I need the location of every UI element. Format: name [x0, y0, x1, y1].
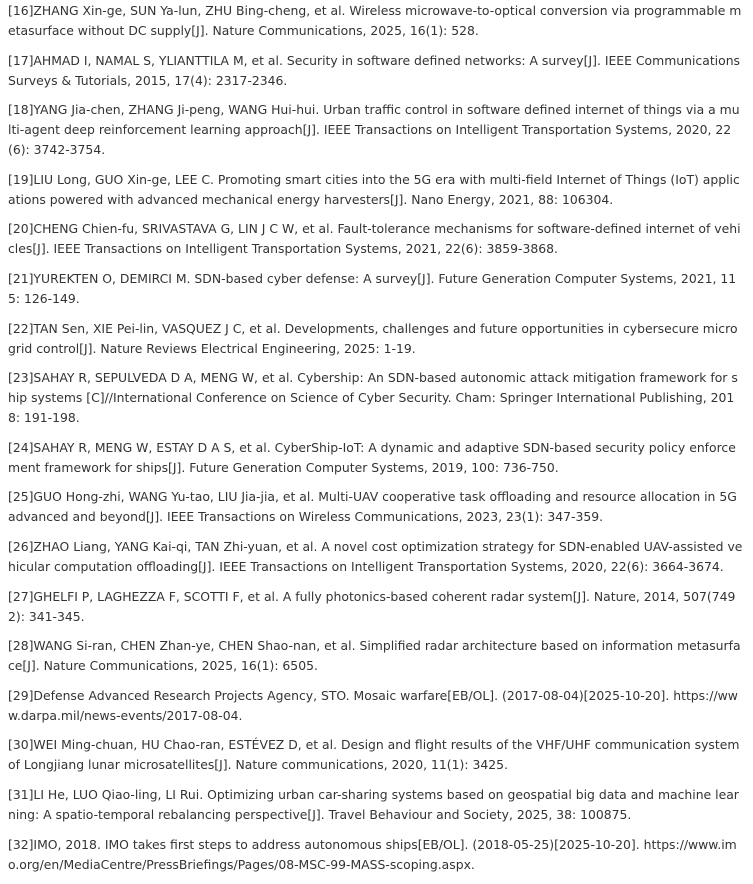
- reference-item-22: [22]TAN Sen, XIE Pei-lin, VASQUEZ J C, et al. Developments, challenges and future opportunities in cybersecure microgrid control[J]. Nature Reviews Electrical Engineering, 2025: 1-19.: [8, 320, 738, 356]
- reference-item-16: [16]ZHANG Xin-ge, SUN Ya-lun, ZHU Bing-cheng, et al. Wireless microwave-to-optical conversion via programmable metasurface without DC supply[J]. Nature Communications, 2025, 16(1): 528.: [8, 3, 742, 38]
- reference-list: [8, 1, 743, 884]
- reference-item-18: [18]YANG Jia-chen, ZHANG Ji-peng, WANG Hui-hui. Urban traffic control in software defined internet of things via a multi-agent deep reinforcement learning approach[J]. IEEE Transactions on Intelligent Transportation Systems, 2020, 22(6): 3742-3754.: [8, 102, 740, 158]
- reference-item-23: [23]SAHAY R, SEPULVEDA D A, MENG W, et al. Cybership: An SDN-based autonomic attack mitigation framework for ship systems [C]//International Conference on Science of Cyber Security. Cham: Springer International Publishing, 2018: 191-198.: [8, 370, 738, 426]
- reference-item-26: [26]ZHAO Liang, YANG Kai-qi, TAN Zhi-yuan, et al. A novel cost optimization strategy for SDN-enabled UAV-assisted vehicular computation offloading[J]. IEEE Transactions on Intelligent Transportation Systems, 2020, 22(6): 3664-3674.: [8, 538, 743, 574]
- reference-item-21: [21]YUREKTEN O, DEMIRCI M. SDN-based cyber defense: A survey[J]. Future Generation Computer Systems, 2021, 115: 126-149.: [8, 270, 737, 306]
- reference-item-30: [30]WEI Ming-chuan, HU Chao-ran, ESTÉVEZ D, et al. Design and flight results of the VHF/UHF communication system of Longjiang lunar microsatellites[J]. Nature communications, 2020, 11(1): 3425.: [8, 737, 740, 773]
- reference-item-25: [25]GUO Hong-zhi, WANG Yu-tao, LIU Jia-jia, et al. Multi-UAV cooperative task offloading and resource allocation in 5G advanced and beyond[J]. IEEE Transactions on Wireless Communications, 2023, 23(1): 347-359.: [8, 489, 737, 525]
- reference-item-17: [17]AHMAD I, NAMAL S, YLIANTTILA M, et al. Security in software defined networks: A survey[J]. IEEE Communications Surveys & Tutorials, 2015, 17(4): 2317-2346.: [8, 52, 741, 88]
- reference-item-31: [31]LI He, LUO Qiao-ling, LI Rui. Optimizing urban car-sharing systems based on geospatial big data and machine learning: A spatio-temporal rebalancing perspective[J]. Travel Behaviour and Society, 2025, 38: 100875.: [8, 786, 739, 822]
- reference-item-20: [20]CHENG Chien-fu, SRIVASTAVA G, LIN J C W, et al. Fault-tolerance mechanisms for software-defined internet of vehicles[J]. IEEE Transactions on Intelligent Transportation Systems, 2021, 22(6): 3859-3868.: [8, 221, 741, 257]
- reference-item-32: [32]IMO, 2018. IMO takes first steps to address autonomous ships[EB/OL]. (2018-05-25)[2025-10-20]. https://www.imo.org/en/MediaCentre/PressBriefings/Pages/08-MSC-99-MASS-scoping.aspx.: [8, 836, 737, 872]
- reference-item-24: [24]SAHAY R, MENG W, ESTAY D A S, et al. CyberShip-IoT: A dynamic and adaptive SDN-based security policy enforcement framework for ships[J]. Future Generation Computer Systems, 2019, 100: 736-750.: [8, 439, 736, 475]
- reference-item-19: [19]LIU Long, GUO Xin-ge, LEE C. Promoting smart cities into the 5G era with multi-field Internet of Things (IoT) applications powered with advanced mechanical energy harvesters[J]. Nano Energy, 2021, 88: 106304.: [8, 171, 740, 207]
- reference-item-28: [28]WANG Si-ran, CHEN Zhan-ye, CHEN Shao-nan, et al. Simplified radar architecture based on information metasurface[J]. Nature Communications, 2025, 16(1): 6505.: [8, 638, 741, 674]
- reference-item-29: [29]Defense Advanced Research Projects Agency, STO. Mosaic warfare[EB/OL]. (2017-08-04)[2025-10-20]. https://www.darpa.mil/news-events/2017-08-04.: [8, 687, 738, 723]
- reference-item-27: [27]GHELFI P, LAGHEZZA F, SCOTTI F, et al. A fully photonics-based coherent radar system[J]. Nature, 2014, 507(7492): 341-345.: [8, 588, 736, 624]
